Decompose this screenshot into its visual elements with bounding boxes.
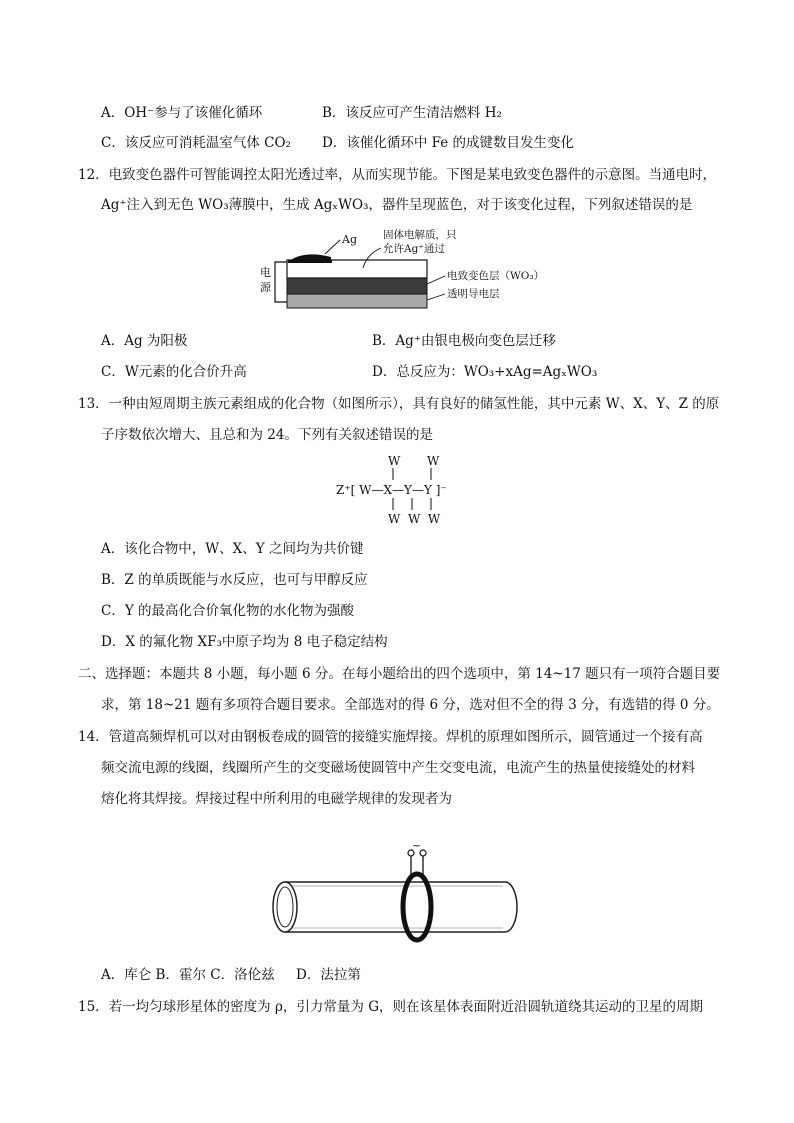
q11-option-d: D．该催化循环中 Fe 的成键数目发生变化 [322, 135, 575, 151]
ag-label: Ag [342, 233, 357, 246]
electrochromic-device-figure [255, 224, 555, 316]
section2-line-2: 求，第 18~21 题有多项符合题目要求。全部选对的得 6 分，选对但不全的得 3 分，有选错的得 0 分。 [101, 697, 720, 713]
conducting-layer-label: 透明导电层 [447, 288, 500, 300]
q12-option-b: B．Ag⁺由银电极向变色层迁移 [372, 333, 556, 349]
q11-option-a: A．OH⁻参与了该催化循环 [101, 105, 263, 121]
q11-option-b: B．该反应可产生清洁燃料 H₂ [322, 105, 502, 121]
power-label-1: 电 [260, 266, 271, 279]
q13-option-b: B．Z 的单质既能与水反应，也可与甲醇反应 [101, 572, 368, 588]
structure-main-chain: Z⁺[ W—X—Y—Y ]⁻ [336, 483, 447, 497]
section2-line-1: 二、选择题：本题共 8 小题，每小题 6 分。在每小题给出的四个选项中，第 14~17 题只有一项符合题目要 [78, 666, 721, 682]
q14-options: A．库仑 B．霍尔 C．洛伦兹 D．法拉第 [101, 967, 361, 983]
ac-source-symbol: ~ [412, 839, 422, 852]
q15-stem-line-1: 15．若一均匀球形星体的密度为 ρ，引力常量为 G，则在该星体表面附近沿圆轨道绕其运动的卫星的周期 [78, 999, 703, 1015]
q11-option-c: C．该反应可消耗温室气体 CO₂ [101, 135, 291, 151]
q12-stem-line-2: Ag⁺注入到无色 WO₃薄膜中，生成 AgₓWO₃，器件呈现蓝色，对于该变化过程，下列叙述错误的是 [101, 197, 693, 213]
wo3-layer-label: 电致变色层（WO₃） [447, 270, 545, 282]
q13-stem-line-2: 子序数依次增大、且总和为 24。下列有关叙述错误的是 [101, 427, 433, 443]
q14-stem-line-1: 14．管道高频焊机可以对由钢板卷成的圆管的接缝实施焊接。焊机的原理如图所示，圆管通过一个接有高 [78, 729, 703, 745]
q12-option-c: C．W元素的化合价升高 [101, 364, 247, 380]
q12-option-d: D．总反应为：WO₃+xAg=AgₓWO₃ [372, 364, 598, 380]
q13-option-d: D．X 的氟化物 XF₃中原子均为 8 电子稳定结构 [101, 634, 388, 650]
pipe-welding-figure [265, 838, 525, 948]
q13-option-c: C．Y 的最高化合价氧化物的水化物为强酸 [101, 603, 355, 619]
power-label-2: 源 [260, 281, 271, 294]
electrolyte-label-1: 固体电解质，只 [383, 229, 457, 241]
q14-stem-line-2: 频交流电源的线圈，线圈所产生的交变磁场使圆管中产生交变电流，电流产生的热量使接缝处的材料 [101, 760, 695, 776]
structure-top-w2: W [427, 454, 440, 468]
q12-stem-line-1: 12．电致变色器件可智能调控太阳光透过率，从而实现节能。下图是某电致变色器件的示意图。当通电时， [78, 167, 717, 183]
q12-option-a: A．Ag 为阳极 [101, 333, 188, 349]
q13-stem-line-1: 13．一种由短周期主族元素组成的化合物（如图所示），具有良好的储氢性能，其中元素 W、X、Y、Z 的原 [78, 396, 720, 412]
q13-option-a: A．该化合物中，W、X、Y 之间均为共价键 [101, 541, 364, 557]
compound-structure-figure [330, 452, 470, 528]
structure-top-w1: W [388, 454, 401, 468]
q14-stem-line-3: 熔化将其焊接。焊接过程中所利用的电磁学规律的发现者为 [101, 791, 452, 807]
electrolyte-label-2: 允许Ag⁺通过 [383, 243, 445, 255]
structure-bottom-w: W W W [388, 512, 441, 526]
